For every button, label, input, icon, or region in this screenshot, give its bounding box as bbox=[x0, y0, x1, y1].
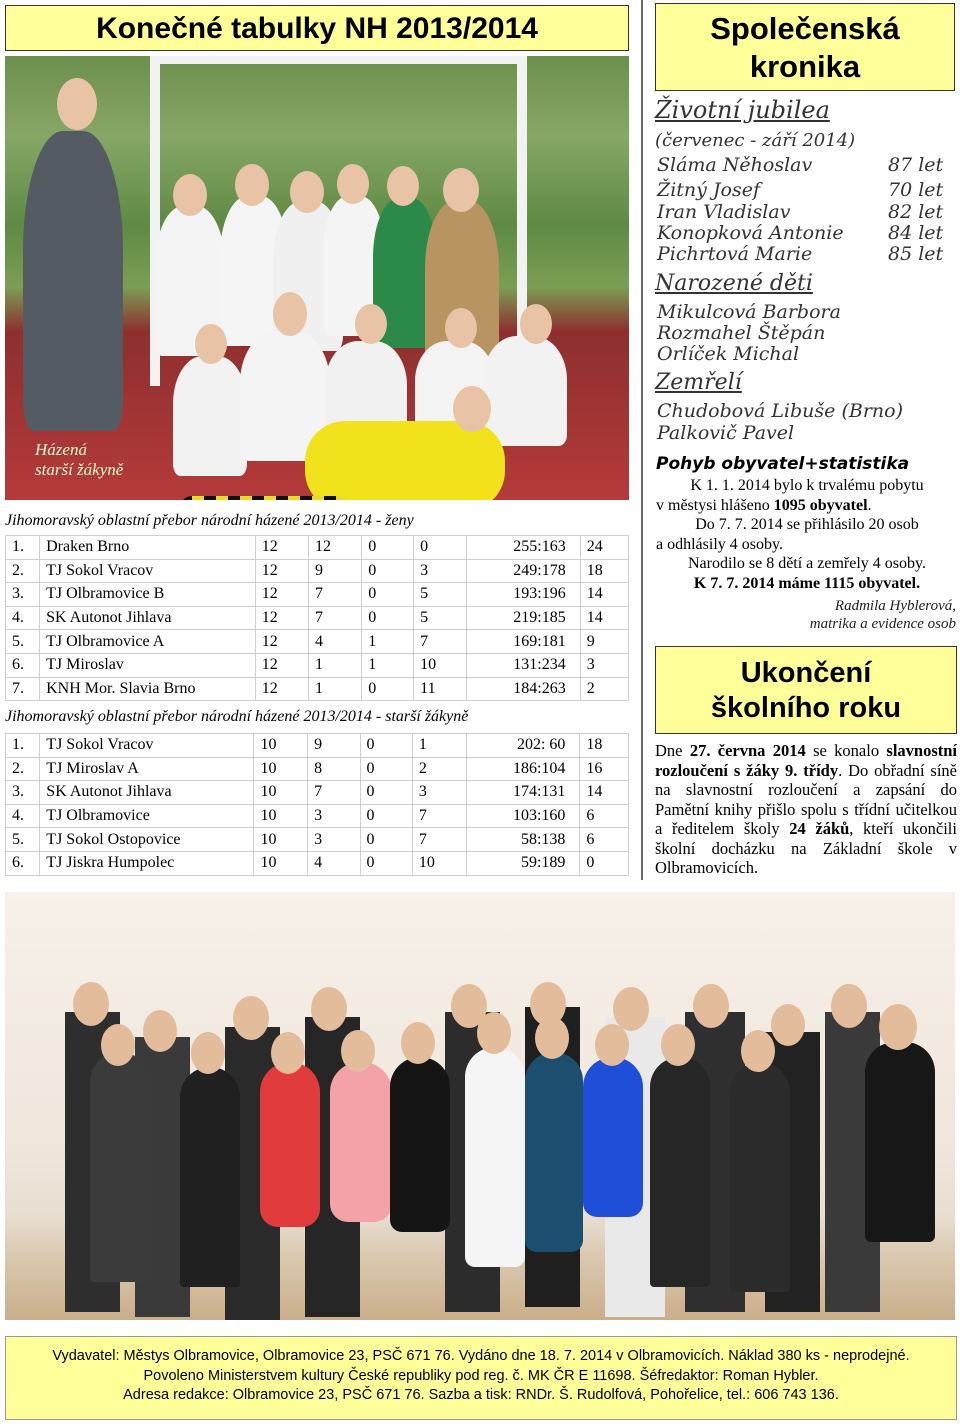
team-cell: TJ Sokol Vracov bbox=[40, 734, 254, 758]
points-cell: 14 bbox=[580, 781, 629, 805]
score-cell: 174:131 bbox=[466, 781, 580, 805]
points-cell: 2 bbox=[580, 677, 628, 701]
rank-cell: 1. bbox=[6, 734, 40, 758]
born-child-name: Mikulcová Barbora bbox=[657, 301, 841, 323]
draws-cell: 0 bbox=[362, 583, 414, 607]
matches-cell: 12 bbox=[255, 536, 308, 560]
deceased-name: Palkovič Pavel bbox=[657, 422, 795, 444]
losses-cell: 5 bbox=[414, 606, 467, 630]
score-cell: 219:185 bbox=[467, 606, 580, 630]
points-cell: 6 bbox=[580, 828, 629, 852]
rank-cell: 4. bbox=[6, 606, 40, 630]
matches-cell: 10 bbox=[254, 734, 308, 758]
rank-cell: 6. bbox=[6, 851, 40, 875]
score-cell: 184:263 bbox=[467, 677, 580, 701]
losses-cell: 3 bbox=[412, 781, 466, 805]
matches-cell: 10 bbox=[254, 828, 308, 852]
matches-cell: 10 bbox=[254, 757, 308, 781]
draws-cell: 0 bbox=[360, 851, 412, 875]
points-cell: 24 bbox=[580, 536, 628, 560]
jubilant-name: Sláma Něhoslav bbox=[657, 154, 813, 176]
team-cell: TJ Olbramovice B bbox=[40, 583, 256, 607]
jubilant-name: Iran Vladislav bbox=[657, 201, 791, 223]
jubilant-name: Konopková Antonie bbox=[657, 222, 844, 244]
wins-cell: 1 bbox=[309, 677, 362, 701]
losses-cell: 1 bbox=[412, 734, 466, 758]
born-child-name: Orlíček Michal bbox=[657, 343, 800, 365]
rank-cell: 5. bbox=[6, 828, 40, 852]
score-cell: 103:160 bbox=[466, 804, 580, 828]
wins-cell: 3 bbox=[308, 804, 360, 828]
kronika-title: Společenská kronika bbox=[655, 3, 955, 91]
rank-cell: 2. bbox=[6, 757, 40, 781]
team-cell: TJ Miroslav A bbox=[40, 757, 254, 781]
jubilant-name: Žitný Josef bbox=[657, 179, 761, 201]
points-cell: 0 bbox=[580, 851, 629, 875]
score-cell: 202: 60 bbox=[466, 734, 580, 758]
rank-cell: 2. bbox=[6, 559, 40, 583]
matches-cell: 12 bbox=[255, 677, 308, 701]
score-cell: 131:234 bbox=[467, 653, 580, 677]
standings-row bbox=[6, 804, 629, 828]
losses-cell: 11 bbox=[414, 677, 467, 701]
standings-table-girls bbox=[5, 733, 629, 876]
points-cell: 3 bbox=[580, 653, 628, 677]
points-cell: 18 bbox=[580, 559, 628, 583]
rank-cell: 1. bbox=[6, 536, 40, 560]
jubilant-age: 84 let bbox=[888, 222, 944, 244]
team-cell: Draken Brno bbox=[40, 536, 256, 560]
draws-cell: 0 bbox=[362, 606, 414, 630]
losses-cell: 7 bbox=[412, 828, 466, 852]
wins-cell: 4 bbox=[309, 630, 362, 654]
matches-cell: 10 bbox=[254, 851, 308, 875]
draws-cell: 0 bbox=[360, 734, 412, 758]
points-cell: 14 bbox=[580, 606, 628, 630]
signature: Radmila Hyblerová, matrika a evidence osob bbox=[809, 598, 956, 632]
team-cell: TJ Sokol Vracov bbox=[40, 559, 256, 583]
jubilea-heading: Životní jubilea bbox=[655, 96, 830, 124]
wins-cell: 9 bbox=[308, 734, 360, 758]
standings-row bbox=[6, 781, 629, 805]
matches-cell: 12 bbox=[255, 559, 308, 583]
jubilant-age: 70 let bbox=[888, 179, 944, 201]
rank-cell: 3. bbox=[6, 583, 40, 607]
page-title: Konečné tabulky NH 2013/2014 bbox=[5, 5, 629, 51]
matches-cell: 12 bbox=[255, 606, 308, 630]
draws-cell: 0 bbox=[362, 536, 414, 560]
born-heading: Narozené děti bbox=[655, 271, 813, 296]
wins-cell: 3 bbox=[308, 828, 360, 852]
died-heading: Zemřelí bbox=[655, 370, 742, 395]
matches-cell: 12 bbox=[255, 630, 308, 654]
statistics-line: v městysi hlášeno 1095 obyvatel. bbox=[656, 497, 872, 514]
standings-row bbox=[6, 851, 629, 875]
table-heading-girls: Jihomoravský oblastní přebor národní házené 2013/2014 - starší žákyně bbox=[5, 708, 469, 725]
rank-cell: 7. bbox=[6, 677, 40, 701]
publisher-footer: Vydavatel: Městys Olbramovice, Olbramovice 23, PSČ 671 76. Vydáno dne 18. 7. 2014 v Olbramovicích. Náklad 380 ks - neprodejné. Povoleno Ministerstvem kultury České republiky pod reg. č. MK ČR E 11698. Šéfredaktor: Roman Hybler. Adresa redakce: Olbramovice 23, PSČ 671 76. Sazba a tisk: RNDr. Š. Rudolfová, Pohořelice, tel.: 606 743 136. bbox=[5, 1336, 957, 1420]
team-cell: SK Autonot Jihlava bbox=[40, 606, 256, 630]
standings-table-women bbox=[5, 535, 629, 701]
rank-cell: 3. bbox=[6, 781, 40, 805]
team-cell: TJ Olbramovice bbox=[40, 804, 254, 828]
statistics-line: Do 7. 7. 2014 se přihlásilo 20 osob bbox=[695, 516, 919, 533]
school-year-article: Dne 27. června 2014 se konalo slavnostní rozloučení s žáky 9. třídy. Do obřadní síně na slavnostní rozloučení a zapsání do Pamětní knihy přišlo spolu s třídní učitelkou a ředitelem školy 24 žáků, kteří ukončili školní docházku na Základní škole v Olbramovicích. bbox=[655, 741, 958, 877]
draws-cell: 1 bbox=[362, 630, 414, 654]
rank-cell: 4. bbox=[6, 804, 40, 828]
points-cell: 9 bbox=[580, 630, 628, 654]
points-cell: 14 bbox=[580, 583, 628, 607]
draws-cell: 0 bbox=[362, 677, 414, 701]
table-heading-women: Jihomoravský oblastní přebor národní házené 2013/2014 - ženy bbox=[5, 512, 414, 529]
draws-cell: 0 bbox=[360, 757, 412, 781]
losses-cell: 2 bbox=[412, 757, 466, 781]
statistics-line: K 7. 7. 2014 máme 1115 obyvatel. bbox=[693, 575, 921, 592]
jubilant-age: 85 let bbox=[888, 243, 944, 265]
matches-cell: 12 bbox=[255, 583, 308, 607]
draws-cell: 1 bbox=[362, 653, 414, 677]
wins-cell: 7 bbox=[309, 583, 362, 607]
points-cell: 18 bbox=[580, 734, 629, 758]
statistics-heading: Pohyb obyvatel+statistika bbox=[656, 454, 910, 474]
standings-row bbox=[6, 630, 629, 654]
jubilant-age: 87 let bbox=[888, 154, 944, 176]
draws-cell: 0 bbox=[360, 828, 412, 852]
team-cell: TJ Jiskra Humpolec bbox=[40, 851, 254, 875]
team-cell: TJ Miroslav bbox=[40, 653, 256, 677]
wins-cell: 1 bbox=[309, 653, 362, 677]
score-cell: 58:138 bbox=[466, 828, 580, 852]
points-cell: 16 bbox=[580, 757, 629, 781]
graduating-class-photo bbox=[5, 892, 955, 1320]
standings-row bbox=[6, 757, 629, 781]
losses-cell: 10 bbox=[412, 851, 466, 875]
standings-row bbox=[6, 828, 629, 852]
draws-cell: 0 bbox=[360, 781, 412, 805]
draws-cell: 0 bbox=[362, 559, 414, 583]
draws-cell: 0 bbox=[360, 804, 412, 828]
score-cell: 169:181 bbox=[467, 630, 580, 654]
wins-cell: 9 bbox=[309, 559, 362, 583]
deceased-name: Chudobová Libuše (Brno) bbox=[657, 400, 903, 422]
statistics-line: K 1. 1. 2014 bylo k trvalému pobytu bbox=[690, 477, 924, 494]
standings-row bbox=[6, 536, 629, 560]
handball-team-photo bbox=[5, 56, 629, 500]
losses-cell: 7 bbox=[414, 630, 467, 654]
wins-cell: 7 bbox=[309, 606, 362, 630]
photo-caption: Házená starší žákyně bbox=[35, 440, 124, 479]
standings-row bbox=[6, 677, 629, 701]
wins-cell: 12 bbox=[309, 536, 362, 560]
jubilant-age: 82 let bbox=[888, 201, 944, 223]
losses-cell: 3 bbox=[414, 559, 467, 583]
standings-row bbox=[6, 653, 629, 677]
statistics-line: Narodilo se 8 dětí a zemřely 4 osoby. bbox=[687, 555, 926, 572]
team-cell: SK Autonot Jihlava bbox=[40, 781, 254, 805]
standings-row bbox=[6, 734, 629, 758]
wins-cell: 4 bbox=[308, 851, 360, 875]
losses-cell: 10 bbox=[414, 653, 467, 677]
team-cell: TJ Olbramovice A bbox=[40, 630, 256, 654]
standings-row bbox=[6, 583, 629, 607]
points-cell: 6 bbox=[580, 804, 629, 828]
school-year-title: Ukončení školního roku bbox=[655, 646, 957, 734]
wins-cell: 7 bbox=[308, 781, 360, 805]
standings-row bbox=[6, 606, 629, 630]
matches-cell: 12 bbox=[255, 653, 308, 677]
score-cell: 255:163 bbox=[467, 536, 580, 560]
jubilant-name: Pichrtová Marie bbox=[657, 243, 813, 265]
losses-cell: 5 bbox=[414, 583, 467, 607]
jubilea-range: (červenec - září 2014) bbox=[655, 130, 856, 151]
score-cell: 59:189 bbox=[466, 851, 580, 875]
score-cell: 186:104 bbox=[466, 757, 580, 781]
score-cell: 249:178 bbox=[467, 559, 580, 583]
matches-cell: 10 bbox=[254, 804, 308, 828]
losses-cell: 0 bbox=[414, 536, 467, 560]
standings-row bbox=[6, 559, 629, 583]
wins-cell: 8 bbox=[308, 757, 360, 781]
rank-cell: 6. bbox=[6, 653, 40, 677]
losses-cell: 7 bbox=[412, 804, 466, 828]
team-cell: TJ Sokol Ostopovice bbox=[40, 828, 254, 852]
rank-cell: 5. bbox=[6, 630, 40, 654]
score-cell: 193:196 bbox=[467, 583, 580, 607]
statistics-line: a odhlásily 4 osoby. bbox=[656, 536, 783, 553]
matches-cell: 10 bbox=[254, 781, 308, 805]
column-divider bbox=[641, 0, 643, 880]
team-cell: KNH Mor. Slavia Brno bbox=[40, 677, 256, 701]
born-child-name: Rozmahel Štěpán bbox=[657, 322, 826, 344]
